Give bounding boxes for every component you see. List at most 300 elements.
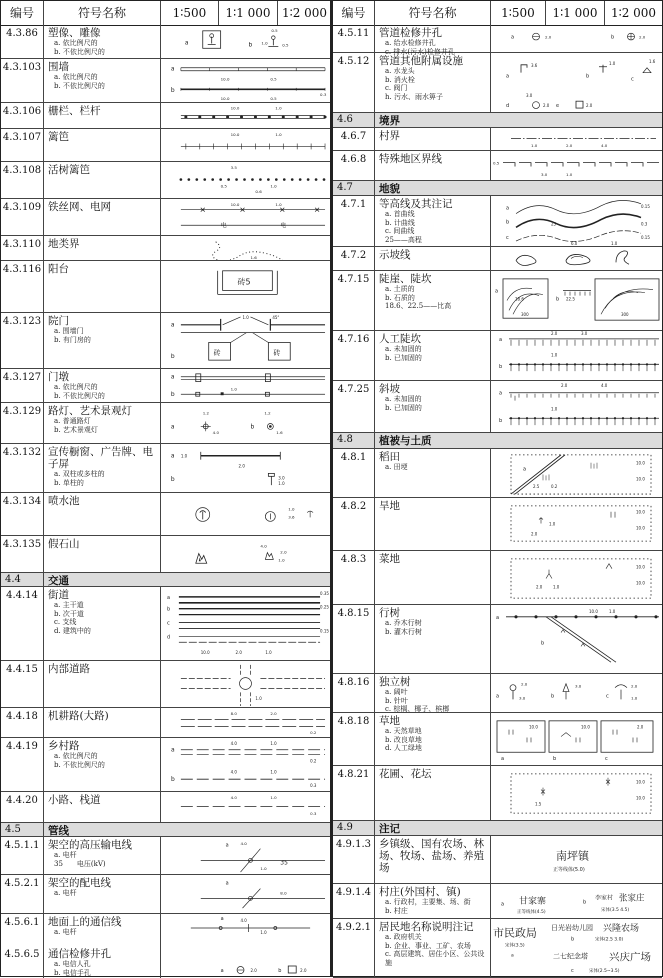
symbol-code: 4.3.135: [1, 536, 44, 572]
symbol-label: 0.2: [310, 758, 317, 764]
symbol-name: [375, 25, 491, 56]
symbol-label: a: [523, 466, 527, 473]
symbol-label: 1.0: [609, 60, 616, 66]
symbol-path: [616, 251, 629, 264]
symbol-name-text: 通信检修井孔: [48, 948, 111, 960]
symbol-label: c: [506, 235, 509, 242]
symbol-label: 10.0: [230, 131, 240, 137]
symbol-name-text: 塑像、雕像: [48, 27, 101, 39]
symbol-path: [521, 65, 527, 73]
symbol-label: 2.0: [639, 34, 646, 40]
symbol-subitem: b. 石质的: [385, 293, 415, 302]
table-row: [1, 536, 330, 573]
table-row: [333, 271, 662, 331]
symbol-label: 0.5: [270, 76, 277, 82]
symbol-label: d: [506, 103, 510, 110]
symbol-name: [375, 836, 491, 883]
symbol-subitem: a. 双柱或多柱的: [54, 470, 105, 478]
symbol-label: 1.2: [264, 410, 271, 416]
symbol-label: 0.3: [641, 221, 648, 227]
symbol-code: 4.9.1.3: [333, 836, 375, 883]
symbol-line: [252, 333, 268, 343]
symbol-label: 2.0: [637, 724, 644, 730]
annotation-sample: 南坪镇: [556, 849, 589, 863]
symbol-dot: [240, 678, 252, 690]
symbol-graphic: [161, 103, 330, 128]
section-title: [44, 823, 330, 836]
symbol-label: 宋体(3.5 4.5): [601, 908, 630, 914]
symbol-dot: [267, 179, 269, 181]
symbol-label: b: [170, 777, 175, 784]
symbol-code: 4.3.110: [1, 236, 44, 260]
symbol-dot: [315, 179, 317, 181]
symbol-name: [44, 103, 161, 128]
symbol-label: 砖: [213, 349, 221, 358]
symbol-code: 4.4.19: [1, 738, 44, 791]
symbol-name: [44, 403, 161, 443]
symbol-name: [44, 25, 161, 58]
symbol-graphic: [491, 449, 662, 497]
symbol-subitem: a. 乔木行树: [385, 619, 422, 627]
annotation-sample: 二七纪念塔: [553, 952, 588, 961]
symbol-dot: [526, 417, 528, 419]
symbol-label: 1.6: [276, 430, 283, 436]
annotation-sample: 日光岩幼儿园: [551, 923, 593, 932]
symbol-graphic: [161, 837, 330, 874]
table-row: [1, 25, 330, 59]
symbol-name-text: 架空的配电线: [48, 877, 111, 889]
symbol-path: [213, 242, 286, 260]
symbol-label: 2.0: [280, 549, 287, 555]
annotation-sample: 甘家寨: [519, 896, 546, 907]
symbol-path: [516, 231, 641, 242]
annotation-sample: 市民政局: [493, 926, 537, 940]
right-column: [332, 0, 663, 977]
symbol-label: b: [541, 640, 545, 647]
header-code: 编号: [1, 1, 44, 25]
symbol-path: [643, 68, 651, 73]
symbol-dot: [598, 417, 600, 419]
symbol-path: [196, 554, 207, 564]
table-row: [333, 605, 662, 674]
symbol-code: 4.7.15: [333, 271, 375, 330]
symbol-label: 1.0: [551, 406, 558, 412]
symbol-dot: [535, 616, 537, 618]
symbol-label: 10.0: [636, 476, 645, 482]
symbol-label: c: [166, 620, 170, 627]
symbol-dot: [550, 417, 552, 419]
symbol-label: 10.0: [581, 724, 590, 730]
symbol-code: 4.4.14: [1, 587, 44, 660]
symbol-label: a: [220, 915, 224, 923]
symbol-dot: [598, 364, 600, 366]
symbol-subitem: a. 依比例尺的: [54, 39, 98, 47]
symbol-code: 4.3.107: [1, 129, 44, 161]
symbol-dot: [269, 425, 271, 427]
symbol-path: [606, 778, 610, 786]
symbol-label: 1.0: [531, 143, 538, 149]
symbol-dot: [244, 179, 246, 181]
symbol-label: 10.0: [220, 96, 230, 102]
symbol-label: b: [166, 606, 171, 613]
symbol-name: [44, 661, 161, 707]
symbol-dot: [555, 616, 557, 618]
symbol-label: a: [511, 34, 515, 41]
symbol-line: [223, 317, 241, 325]
symbol-graphic: [161, 369, 330, 402]
symbol-label: 10.0: [230, 105, 240, 111]
symbol-name-text: 旱地: [379, 500, 400, 512]
symbol-label: 0.5: [282, 42, 289, 48]
symbol-code: 4.8.15: [333, 605, 375, 673]
symbol-rect: [268, 473, 274, 476]
symbol-label: 0.35: [320, 590, 329, 596]
symbol-subitem: a. 依比例尺的: [54, 383, 98, 391]
symbol-label: 2.0: [551, 331, 558, 336]
symbol-graphic: [161, 661, 330, 707]
symbol-dot: [240, 116, 242, 118]
symbol-label: 宋体(2.5 3.0): [595, 937, 624, 943]
table-row: [1, 837, 330, 875]
symbol-code: 4.5.2.1: [1, 875, 44, 913]
symbol-label: a: [495, 288, 499, 295]
symbol-subitem: b. 不依比例尺的: [54, 760, 105, 769]
symbol-label: a: [501, 756, 505, 763]
symbol-label: 3.6: [288, 514, 295, 520]
symbol-path: [507, 288, 543, 314]
symbol-label: 3.0: [526, 93, 533, 99]
symbol-name: [375, 605, 491, 673]
symbol-graphic: [161, 236, 330, 260]
symbol-label: a: [506, 73, 510, 80]
symbol-label: a: [184, 40, 189, 47]
symbol-name-text: 栅栏、栏杆: [48, 105, 101, 117]
symbol-code: 4.3.129: [1, 403, 44, 443]
symbol-code: 4.9: [333, 821, 375, 835]
symbol-dot: [254, 116, 256, 118]
symbol-code: 4.8.1: [333, 449, 375, 497]
symbol-label: 1.0: [260, 866, 267, 872]
symbol-subitem: a. 阔叶: [385, 688, 408, 696]
symbol-label: b: [586, 73, 590, 80]
symbol-label: a: [220, 967, 224, 975]
symbol-label: a: [225, 880, 229, 887]
symbol-name: [375, 551, 491, 604]
symbol-subitem: a. 依比例尺的: [54, 752, 98, 760]
section-header-row: [333, 433, 662, 449]
symbol-dot: [582, 364, 584, 366]
section-title: [375, 181, 662, 195]
symbol-label: 0.15: [320, 628, 329, 634]
symbol-name: [375, 449, 491, 497]
symbol-dot: [291, 179, 293, 181]
symbol-dot: [646, 364, 648, 366]
symbol-subitem: a. 电杆: [54, 851, 77, 859]
symbol-graphic: [161, 875, 330, 913]
symbol-dot: [299, 179, 301, 181]
table-row: [1, 261, 330, 313]
symbol-dot: [622, 417, 624, 419]
symbol-subitem: b. 不依比例尺的: [54, 81, 105, 90]
symbol-subitem: c. 支线: [54, 618, 77, 626]
symbol-label: 1.0: [275, 201, 282, 207]
symbol-label: 1.0: [278, 481, 285, 487]
symbol-name-text: 等高线及其注记: [379, 198, 453, 210]
symbol-label: 4.0: [230, 794, 237, 800]
symbol-label: 正等线体(5.0): [553, 867, 585, 874]
symbol-code: 4.5.11: [333, 25, 375, 52]
symbol-name-text: 独立树: [379, 676, 411, 688]
symbol-label: 4.0: [260, 543, 267, 549]
symbol-graphic: [161, 792, 330, 822]
symbol-graphic: [161, 129, 330, 161]
symbol-name-text: 门墩: [48, 371, 69, 383]
symbol-name: [44, 313, 161, 368]
symbol-name: [44, 875, 161, 913]
symbol-path: [516, 255, 536, 265]
symbol-label: b: [553, 756, 557, 763]
table-row: [1, 738, 330, 792]
symbol-name-text: 境界: [379, 115, 400, 127]
table-header-left: [1, 1, 330, 26]
symbol-dot: [228, 179, 230, 181]
symbol-dot: [638, 417, 640, 419]
symbol-name: [375, 53, 491, 112]
symbol-name-text: 内部道路: [48, 663, 90, 675]
symbol-label: 1.0: [553, 584, 560, 590]
symbol-dot: [550, 364, 552, 366]
symbol-label: 1.0: [180, 453, 188, 459]
section-title: [375, 113, 662, 127]
symbol-path: [591, 463, 597, 469]
symbol-label: a: [499, 336, 503, 343]
symbol-name-text: 菜地: [379, 553, 400, 565]
table-row: [1, 199, 330, 236]
symbol-code: 4.9.1.4: [333, 884, 375, 918]
symbol-graphic: [161, 59, 330, 102]
symbol-subitem: b. 艺术景观灯: [54, 425, 98, 434]
symbol-label: 3.0: [541, 172, 548, 178]
symbol-path: [606, 564, 612, 569]
symbol-name-text: 管线: [48, 825, 69, 837]
symbol-label: b: [556, 296, 560, 303]
symbol-code: 4.7: [333, 181, 375, 195]
symbol-name: [375, 196, 491, 246]
symbol-name-text: 居民地名称说明注记: [379, 921, 474, 933]
symbol-code: 4.6.7: [333, 128, 375, 150]
symbol-label: a: [501, 901, 505, 908]
symbol-subitem: a. 主干道: [54, 601, 84, 609]
symbol-graphic: [491, 25, 662, 52]
header-scale-2000: 1∶2 000: [610, 6, 657, 20]
symbol-label: 10.0: [636, 779, 645, 785]
symbol-label: 1.0: [549, 521, 556, 527]
symbol-name: [44, 444, 161, 492]
table-row: [1, 661, 330, 708]
symbol-name-text: 架空的高压输电线: [48, 839, 132, 851]
symbol-rect: [511, 559, 651, 598]
symbol-label: b: [170, 392, 175, 399]
symbol-label: 宋体(3.5): [505, 943, 525, 949]
symbol-name-text: 篱笆: [48, 131, 69, 143]
symbol-graphic: [161, 708, 330, 737]
symbol-dot: [236, 179, 238, 181]
symbol-subitem: b. 已加固的: [385, 353, 422, 362]
symbol-dot: [635, 616, 637, 618]
symbol-code: 4.7.2: [333, 247, 375, 270]
symbol-name-text: 机耕路(大路): [48, 710, 109, 722]
symbol-label: a: [225, 842, 229, 849]
symbol-label: 1.0: [275, 105, 282, 111]
symbol-label: 1.5: [535, 801, 542, 807]
symbol-rect: [511, 774, 651, 813]
symbol-graphic: [491, 128, 662, 150]
symbol-graphic: [491, 836, 662, 883]
section-header-row: [1, 823, 330, 837]
symbol-path: [546, 570, 552, 579]
header-scale-2000: 1∶2 000: [281, 6, 328, 20]
symbol-graphic: [491, 498, 662, 550]
symbol-subitem: c. 阀门: [385, 84, 408, 92]
symbol-name: [375, 331, 491, 380]
symbol-graphic: [491, 151, 662, 180]
symbol-dot: [566, 364, 568, 366]
symbol-line: [231, 333, 247, 343]
symbol-label: 10.0: [230, 201, 240, 207]
symbol-subitem: b. 村庄: [385, 906, 408, 915]
symbol-dot: [185, 116, 187, 118]
symbol-graphic: [161, 587, 330, 660]
symbol-dot: [323, 179, 325, 181]
symbol-label: 1.0: [265, 650, 272, 656]
symbol-graphic: [161, 313, 330, 368]
symbol-name: [44, 162, 161, 198]
symbol-label: 1.0: [288, 506, 295, 512]
symbol-dot: [283, 179, 285, 181]
symbol-subitem: c. 排水(污水)检修井孔: [385, 47, 455, 56]
symbol-name-text: 管道检修井孔: [379, 27, 442, 39]
symbol-code: 4.3.108: [1, 162, 44, 198]
symbol-subitem: b. 消火栓: [385, 75, 415, 84]
symbol-label: 10.0: [636, 564, 645, 570]
symbol-label: 1.0: [255, 696, 262, 702]
symbol-graphic: [161, 493, 330, 535]
symbol-dot: [606, 364, 608, 366]
symbol-label: 0.5: [220, 183, 227, 189]
symbol-dot: [510, 364, 512, 366]
symbol-label: 0.15: [641, 203, 650, 209]
symbol-code: 4.6.8: [333, 151, 375, 180]
symbol-label: b: [248, 42, 253, 49]
symbol-name-text: 小路、栈道: [48, 794, 101, 806]
symbol-path: [516, 214, 641, 227]
symbol-graphic: [161, 162, 330, 198]
symbol-name-text: 假石山: [48, 538, 80, 550]
symbol-code: 4.4: [1, 573, 44, 586]
symbol-label: 10.0: [636, 795, 645, 801]
symbol-code: 4.3.123: [1, 313, 44, 368]
symbol-graphic: [161, 738, 330, 791]
symbol-label: 2.0: [235, 650, 242, 656]
symbol-name: [375, 128, 491, 150]
symbol-graphic: [491, 331, 662, 380]
symbol-subitem: a. 首曲线: [385, 210, 415, 218]
symbol-name-text: 行树: [379, 607, 400, 619]
symbol-name-text: 人工陡坎: [379, 333, 421, 345]
header-scale-1000: 1∶1 000: [219, 1, 278, 25]
symbol-dot: [310, 116, 312, 118]
symbol-name: [44, 792, 161, 822]
symbol-dot: [518, 417, 520, 419]
symbol-path: [543, 474, 549, 480]
symbol-dot: [296, 116, 298, 118]
symbol-subitem: c. 高层建筑、居住小区、公共设施: [385, 950, 485, 967]
symbol-line: [551, 617, 616, 662]
symbol-label: 22.5: [566, 296, 575, 302]
symbol-label: 1.2: [202, 410, 210, 416]
symbol-graphic: [491, 884, 662, 918]
symbol-graphic: [491, 674, 662, 712]
table-row: [1, 875, 330, 914]
symbol-label: a: [496, 693, 500, 700]
symbol-dot: [614, 417, 616, 419]
symbol-path: [571, 256, 583, 258]
symbol-dot: [212, 179, 214, 181]
symbol-label: 10.0: [636, 580, 645, 586]
symbol-label: 2.0: [270, 710, 277, 716]
symbol-label: 1.0: [261, 40, 268, 46]
symbol-label: 10.0: [589, 608, 598, 614]
symbol-label: 1.0: [270, 769, 277, 775]
symbol-graphic: [491, 713, 662, 765]
table-row: [333, 836, 662, 884]
symbol-name-text: 喷水池: [48, 495, 80, 507]
symbol-label: 1.0: [278, 557, 285, 563]
symbol-path: [566, 254, 590, 264]
symbol-subitem: 25——高程: [385, 235, 422, 244]
symbol-name: [375, 919, 491, 977]
symbol-label: 300: [521, 312, 529, 318]
symbol-label: 3.0: [519, 695, 526, 701]
table-row: [1, 708, 330, 738]
symbol-path: [563, 684, 569, 700]
table-row: [1, 59, 330, 103]
symbol-label: 1.0: [275, 131, 282, 137]
symbol-path: [503, 163, 659, 167]
annotation-sample: 兴隆农场: [603, 923, 639, 934]
symbol-dot: [188, 179, 190, 181]
table-row: [1, 103, 330, 129]
table-row: [333, 919, 662, 978]
symbol-label: 2.0: [586, 103, 593, 109]
symbol-label: b: [499, 364, 503, 371]
symbol-label: 1.0: [566, 172, 573, 178]
table-row: [1, 403, 330, 444]
symbol-subitem: b. 针叶: [385, 696, 408, 705]
symbol-name-text: 村庄(外国村、镇): [379, 886, 461, 898]
symbol-path: [611, 512, 615, 518]
table-row: [1, 369, 330, 403]
symbol-name: [44, 536, 161, 572]
header-code: 编号: [333, 1, 375, 25]
symbol-dot: [180, 179, 182, 181]
symbol-label: 10.0: [636, 460, 645, 466]
symbol-label: c: [605, 756, 608, 763]
symbol-label: 4.0: [601, 382, 608, 388]
symbol-dot: [655, 616, 657, 618]
symbol-dot: [307, 179, 309, 181]
symbol-label: 1.0: [631, 695, 638, 701]
